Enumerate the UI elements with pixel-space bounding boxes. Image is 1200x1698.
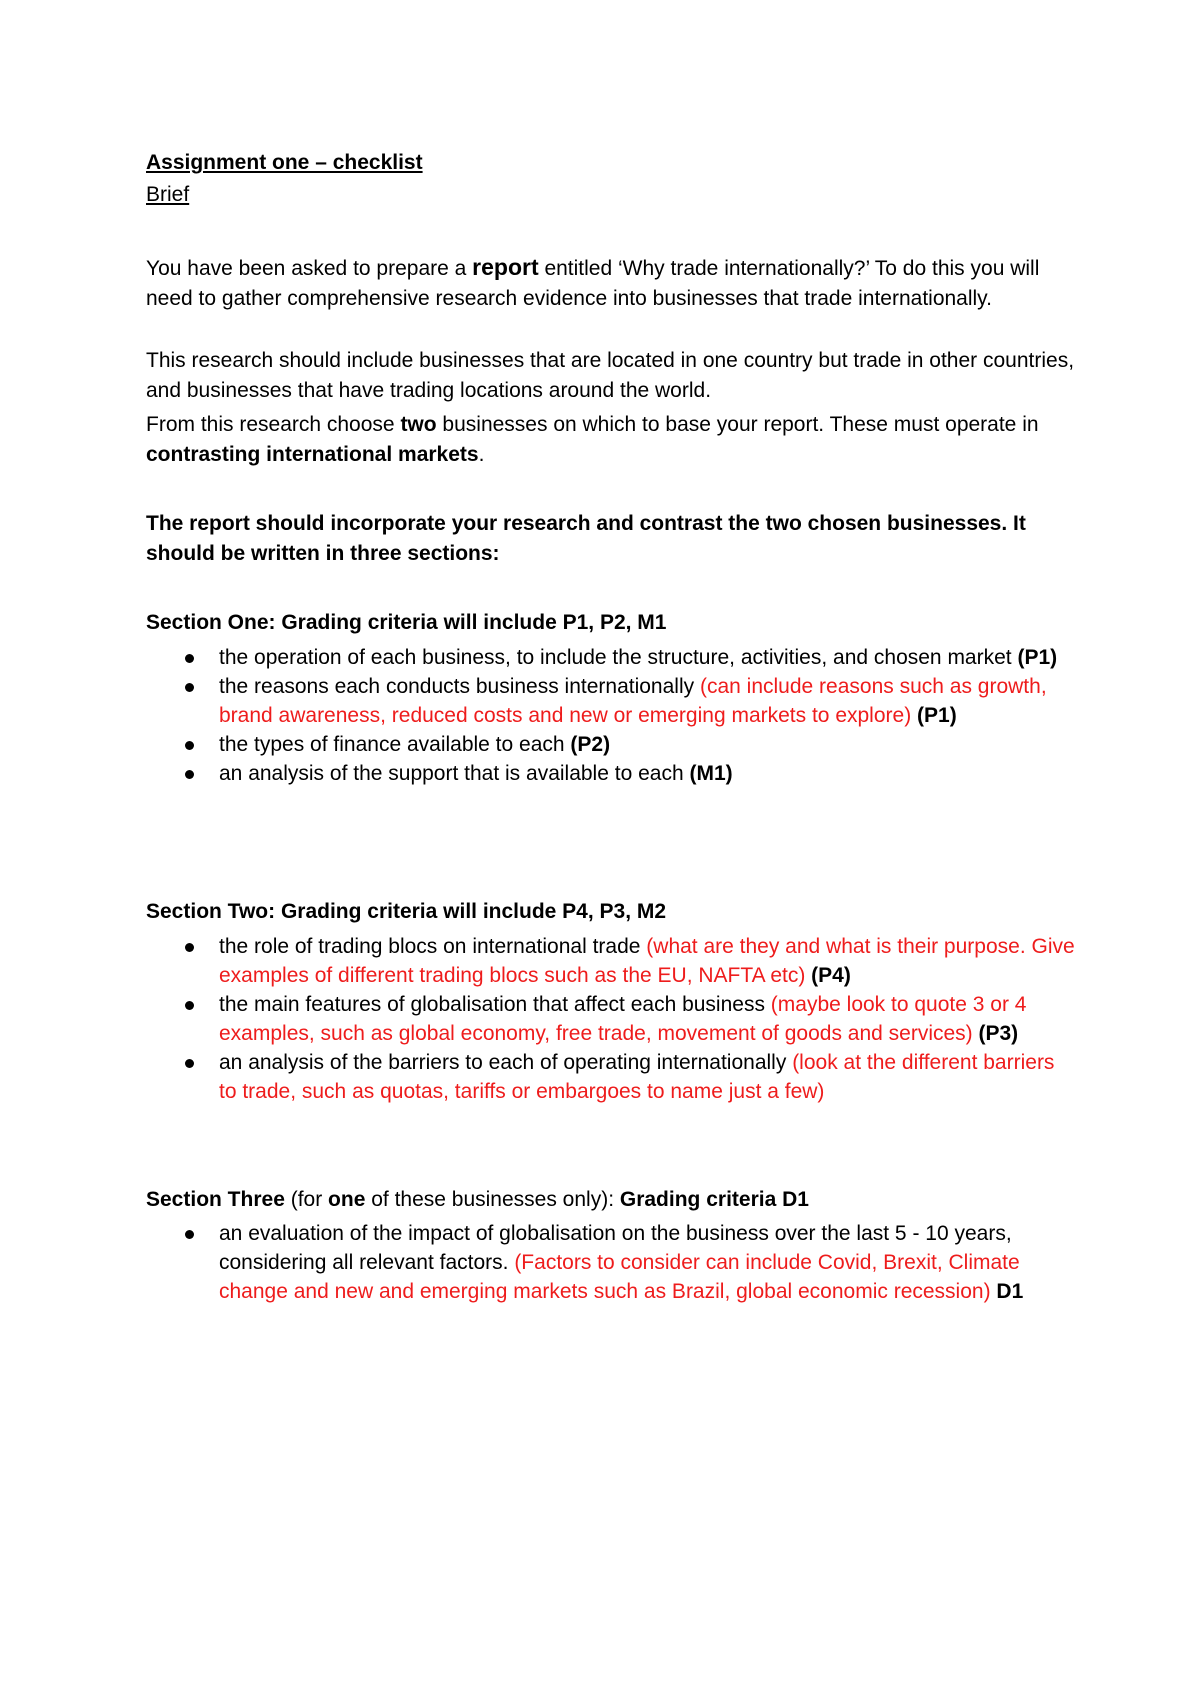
bullet-icon: [185, 654, 194, 663]
section-three-paren: (for: [284, 1188, 329, 1211]
bullet-icon: [185, 1059, 194, 1068]
section-three-heading: [146, 1185, 1076, 1215]
bullet-icon: [185, 943, 194, 952]
item-text: an evaluation of the impact of globalisation on the business over the last 5 - 10 years, considering all relevant factors.: [219, 1222, 1012, 1274]
criteria-code: (P2): [570, 733, 611, 756]
intro-p3-text-cont: businesses on which to base your report. These must operate in: [436, 413, 1039, 436]
bullet-icon: [185, 683, 194, 692]
intro-two-word: two: [400, 413, 437, 436]
item-guidance: (look at the different barriers to trade, such as quotas, tariffs or embargoes to name just a few): [219, 1051, 1055, 1103]
item-text: an analysis of the support that is available to each: [219, 762, 690, 785]
item-guidance: (maybe look to quote 3 or 4 examples, such as global economy, free trade, movement of goods and services): [219, 993, 1027, 1045]
bullet-icon: [185, 1001, 194, 1010]
section-one-list: [146, 643, 1076, 788]
item-guidance: (can include reasons such as growth, brand awareness, reduced costs and new or emerging markets to explore): [219, 675, 1047, 727]
section-one-heading: Section One: Grading criteria will include P1, P2, M1: [146, 611, 667, 634]
item-guidance: (Factors to consider can include Covid, Brexit, Climate change and new and emerging markets such as Brazil, global economic recession): [219, 1251, 1020, 1303]
bullet-icon: [185, 741, 194, 750]
brief-heading: Brief: [146, 183, 190, 206]
list-item: [146, 990, 1076, 1048]
item-guidance: (what are they and what is their purpose. Give examples of different trading blocs such as the EU, NAFTA etc): [219, 935, 1075, 987]
list-item: [146, 1219, 1076, 1306]
criteria-code: (P1): [1017, 646, 1058, 669]
item-text: the types of finance available to each: [219, 733, 571, 756]
criteria-code: (P1): [911, 704, 957, 727]
section-three-list: [146, 1219, 1076, 1306]
list-item: [146, 932, 1076, 990]
report-statement: The report should incorporate your research and contrast the two chosen businesses. It should be written in three sections:: [146, 512, 1026, 565]
intro-paragraph-3: [146, 410, 1076, 470]
section-two-list: [146, 932, 1076, 1106]
intro-p1-text-cont: entitled ‘Why trade internationally?’ To do this you will need to gather comprehensive research evidence into businesses that trade internationally.: [146, 257, 1040, 310]
item-text: the reasons each conducts business internationally: [219, 675, 700, 698]
intro-p3-end: .: [478, 443, 485, 466]
intro-p3-text: From this research choose: [146, 413, 401, 436]
section-two-heading: Section Two: Grading criteria will include P4, P3, M2: [146, 900, 667, 923]
item-text: the main features of globalisation that affect each business: [219, 993, 771, 1016]
list-item: [146, 1048, 1076, 1106]
section-three-criteria: Grading criteria D1: [619, 1188, 809, 1211]
intro-report-word: report: [472, 254, 539, 280]
section-three-paren-cont: of these businesses only):: [365, 1188, 620, 1211]
list-item: [146, 759, 1076, 788]
criteria-code: D1: [990, 1280, 1024, 1303]
section-three-one: one: [328, 1188, 366, 1211]
item-text: the role of trading blocs on international trade: [219, 935, 647, 958]
list-item: [146, 672, 1076, 730]
criteria-code: (P4): [805, 964, 851, 987]
criteria-code: (M1): [689, 762, 733, 785]
item-text: an analysis of the barriers to each of operating internationally: [219, 1051, 793, 1074]
bullet-icon: [185, 1230, 194, 1239]
section-three-label: Section Three: [146, 1188, 285, 1211]
item-text: the operation of each business, to include the structure, activities, and chosen market: [219, 646, 1018, 669]
intro-paragraph-1: [146, 252, 1076, 314]
intro-contrasting-markets: contrasting international markets: [146, 443, 479, 466]
intro-paragraph-2: This research should include businesses that are located in one country but trade in other countries, and businesses that have trading locations around the world.: [146, 349, 1075, 402]
intro-p1-text: You have been asked to prepare a: [146, 257, 473, 280]
list-item: [146, 730, 1076, 759]
bullet-icon: [185, 770, 194, 779]
document-title: Assignment one – checklist: [146, 151, 423, 174]
list-item: [146, 643, 1076, 672]
criteria-code: (P3): [972, 1022, 1019, 1045]
